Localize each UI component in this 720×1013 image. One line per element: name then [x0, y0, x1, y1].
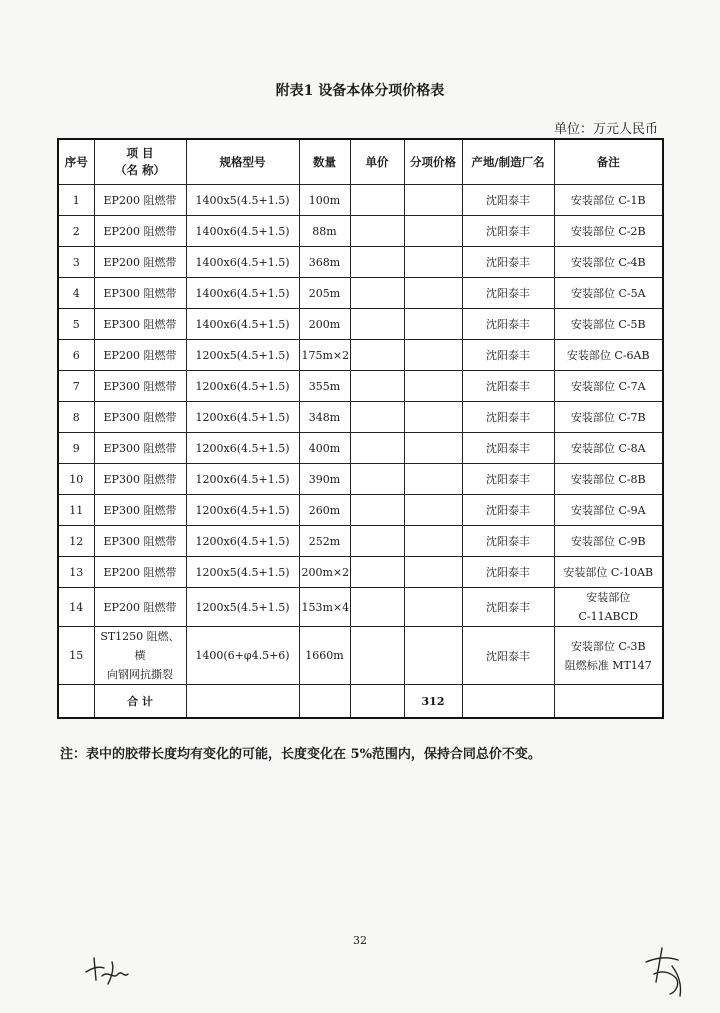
cell-seq: 5 [58, 309, 94, 340]
cell-origin: 沈阳泰丰 [462, 185, 554, 216]
cell-sub-price-redacted [404, 495, 462, 526]
cell-sub-price-redacted [404, 588, 462, 627]
cell-sub-price-redacted [404, 402, 462, 433]
cell-total-origin [462, 685, 554, 719]
page-number: 32 [353, 934, 367, 947]
cell-qty: 88m [299, 216, 350, 247]
cell-qty: 252m [299, 526, 350, 557]
cell-remark: 安装部位 C-9B [554, 526, 663, 557]
table-row [58, 247, 663, 278]
cell-seq: 11 [58, 495, 94, 526]
total-row [58, 685, 663, 719]
cell-item: EP300 阻燃带 [94, 433, 186, 464]
cell-unit-price-redacted [350, 433, 404, 464]
cell-sub-price-redacted [404, 627, 462, 685]
cell-remark: 安装部位 C-9A [554, 495, 663, 526]
cell-sub-price-redacted [404, 526, 462, 557]
table-row [58, 309, 663, 340]
cell-item: EP300 阻燃带 [94, 402, 186, 433]
cell-qty: 260m [299, 495, 350, 526]
cell-item: EP200 阻燃带 [94, 557, 186, 588]
cell-unit-price-redacted [350, 340, 404, 371]
table-row [58, 340, 663, 371]
cell-item: EP300 阻燃带 [94, 526, 186, 557]
cell-unit-price-redacted [350, 247, 404, 278]
header-item [94, 139, 186, 185]
cell-seq: 2 [58, 216, 94, 247]
cell-spec: 1200x6(4.5+1.5) [186, 526, 299, 557]
cell-remark: 安装部位 C-5B [554, 309, 663, 340]
cell-qty: 1660m [299, 627, 350, 685]
cell-total-seq [58, 685, 94, 719]
cell-remark: 安装部位 C-5A [554, 278, 663, 309]
cell-sub-price-redacted [404, 309, 462, 340]
cell-unit-price-redacted [350, 216, 404, 247]
cell-origin: 沈阳泰丰 [462, 340, 554, 371]
cell-seq: 8 [58, 402, 94, 433]
cell-remark-line2: C-11ABCD [578, 610, 639, 623]
cell-spec: 1400x5(4.5+1.5) [186, 185, 299, 216]
header-item-line1: 项 目 [126, 146, 154, 160]
cell-spec: 1200x6(4.5+1.5) [186, 464, 299, 495]
cell-remark: 安装部位 C-10AB [554, 557, 663, 588]
cell-remark: 安装部位 C-7A [554, 371, 663, 402]
cell-qty: 348m [299, 402, 350, 433]
cell-origin: 沈阳泰丰 [462, 247, 554, 278]
cell-sub-price-redacted [404, 216, 462, 247]
cell-seq: 6 [58, 340, 94, 371]
cell-total-spec [186, 685, 299, 719]
cell-item: EP300 阻燃带 [94, 464, 186, 495]
cell-item: EP200 阻燃带 [94, 340, 186, 371]
cell-unit-price-redacted [350, 278, 404, 309]
cell-seq: 9 [58, 433, 94, 464]
cell-qty: 200m [299, 309, 350, 340]
price-table [57, 138, 664, 719]
cell-origin: 沈阳泰丰 [462, 433, 554, 464]
cell-seq: 10 [58, 464, 94, 495]
cell-unit-price-redacted [350, 185, 404, 216]
cell-item: EP300 阻燃带 [94, 278, 186, 309]
header-item-line2: （名 称） [114, 163, 165, 177]
cell-remark: 安装部位 C-7B [554, 402, 663, 433]
cell-origin: 沈阳泰丰 [462, 495, 554, 526]
cell-origin: 沈阳泰丰 [462, 464, 554, 495]
table-row [58, 371, 663, 402]
cell-spec: 1200x6(4.5+1.5) [186, 402, 299, 433]
cell-sub-price-redacted [404, 185, 462, 216]
cell-qty: 400m [299, 433, 350, 464]
cell-qty: 175m×2 [299, 340, 350, 371]
header-qty: 数量 [299, 139, 350, 185]
cell-total-unit-price [350, 685, 404, 719]
cell-item: EP200 阻燃带 [94, 588, 186, 627]
cell-remark-line1: 安装部位 C-3B [570, 639, 646, 653]
cell-seq: 13 [58, 557, 94, 588]
cell-origin: 沈阳泰丰 [462, 371, 554, 402]
table-row [58, 526, 663, 557]
cell-unit-price-redacted [350, 495, 404, 526]
cell-qty: 100m [299, 185, 350, 216]
cell-qty: 205m [299, 278, 350, 309]
cell-spec: 1400x6(4.5+1.5) [186, 278, 299, 309]
cell-sub-price-redacted [404, 371, 462, 402]
cell-total-sub-price: 312 [404, 685, 462, 719]
cell-unit-price-redacted [350, 464, 404, 495]
cell-seq: 1 [58, 185, 94, 216]
cell-remark: 安装部位 C-8B [554, 464, 663, 495]
cell-remark-line2: 阻燃标准 MT147 [564, 658, 652, 672]
cell-sub-price-redacted [404, 433, 462, 464]
cell-seq: 15 [58, 627, 94, 685]
page-title: 附表1 设备本体分项价格表 [275, 83, 445, 99]
cell-remark: 安装部位 C-4B [554, 247, 663, 278]
cell-spec: 1400x6(4.5+1.5) [186, 216, 299, 247]
cell-remark [554, 588, 663, 627]
cell-origin: 沈阳泰丰 [462, 278, 554, 309]
cell-spec: 1200x5(4.5+1.5) [186, 340, 299, 371]
cell-origin: 沈阳泰丰 [462, 588, 554, 627]
footnote: 注：表中的胶带长度均有变化的可能，长度变化在 5%范围内，保持合同总价不变。 [60, 747, 541, 762]
table-row [58, 185, 663, 216]
cell-sub-price-redacted [404, 557, 462, 588]
cell-remark: 安装部位 C-8A [554, 433, 663, 464]
cell-spec: 1200x6(4.5+1.5) [186, 433, 299, 464]
cell-spec: 1200x6(4.5+1.5) [186, 495, 299, 526]
table-row [58, 216, 663, 247]
cell-total-qty [299, 685, 350, 719]
cell-item: EP300 阻燃带 [94, 495, 186, 526]
cell-seq: 7 [58, 371, 94, 402]
cell-origin: 沈阳泰丰 [462, 557, 554, 588]
cell-sub-price-redacted [404, 247, 462, 278]
cell-spec: 1400x6(4.5+1.5) [186, 247, 299, 278]
cell-sub-price-redacted [404, 464, 462, 495]
cell-seq: 4 [58, 278, 94, 309]
signature-right [636, 940, 696, 1000]
table-row [58, 588, 663, 627]
signature-left [78, 950, 138, 990]
cell-spec: 1200x6(4.5+1.5) [186, 371, 299, 402]
cell-item: EP300 阻燃带 [94, 309, 186, 340]
header-seq: 序号 [58, 139, 94, 185]
cell-item: EP200 阻燃带 [94, 216, 186, 247]
table-row [58, 402, 663, 433]
cell-unit-price-redacted [350, 557, 404, 588]
cell-origin: 沈阳泰丰 [462, 526, 554, 557]
cell-total-label: 合 计 [94, 685, 186, 719]
table-row [58, 278, 663, 309]
cell-item-line1: ST1250 阻燃、横 [100, 630, 180, 662]
table-row [58, 557, 663, 588]
table-row [58, 627, 663, 685]
cell-unit-price-redacted [350, 309, 404, 340]
cell-origin: 沈阳泰丰 [462, 402, 554, 433]
table-row [58, 495, 663, 526]
table-header-row [58, 139, 663, 185]
header-unit-price: 单价 [350, 139, 404, 185]
cell-origin: 沈阳泰丰 [462, 309, 554, 340]
currency-unit: 单位：万元人民币 [553, 122, 658, 137]
cell-seq: 3 [58, 247, 94, 278]
cell-qty: 200m×2 [299, 557, 350, 588]
header-spec: 规格型号 [186, 139, 299, 185]
cell-unit-price-redacted [350, 402, 404, 433]
cell-unit-price-redacted [350, 371, 404, 402]
cell-remark-line1: 安装部位 [586, 591, 631, 604]
cell-spec: 1200x5(4.5+1.5) [186, 588, 299, 627]
cell-spec: 1400(6+φ4.5+6) [186, 627, 299, 685]
cell-spec: 1200x5(4.5+1.5) [186, 557, 299, 588]
cell-unit-price-redacted [350, 627, 404, 685]
cell-sub-price-redacted [404, 340, 462, 371]
cell-qty: 390m [299, 464, 350, 495]
header-sub-price: 分项价格 [404, 139, 462, 185]
cell-remark [554, 627, 663, 685]
cell-item: EP200 阻燃带 [94, 247, 186, 278]
cell-remark: 安装部位 C-6AB [554, 340, 663, 371]
cell-unit-price-redacted [350, 526, 404, 557]
cell-total-remark [554, 685, 663, 719]
cell-seq: 14 [58, 588, 94, 627]
header-remark: 备注 [554, 139, 663, 185]
table-row [58, 464, 663, 495]
cell-sub-price-redacted [404, 278, 462, 309]
cell-item: EP300 阻燃带 [94, 371, 186, 402]
cell-qty: 153m×4 [299, 588, 350, 627]
cell-item: EP200 阻燃带 [94, 185, 186, 216]
cell-origin: 沈阳泰丰 [462, 627, 554, 685]
table-row [58, 433, 663, 464]
cell-origin: 沈阳泰丰 [462, 216, 554, 247]
cell-item [94, 627, 186, 685]
cell-spec: 1400x6(4.5+1.5) [186, 309, 299, 340]
cell-remark: 安装部位 C-1B [554, 185, 663, 216]
cell-item-line2: 向钢网抗撕裂 [107, 668, 173, 681]
cell-qty: 355m [299, 371, 350, 402]
cell-remark: 安装部位 C-2B [554, 216, 663, 247]
cell-unit-price-redacted [350, 588, 404, 627]
header-origin: 产地/制造厂名 [462, 139, 554, 185]
cell-seq: 12 [58, 526, 94, 557]
cell-qty: 368m [299, 247, 350, 278]
